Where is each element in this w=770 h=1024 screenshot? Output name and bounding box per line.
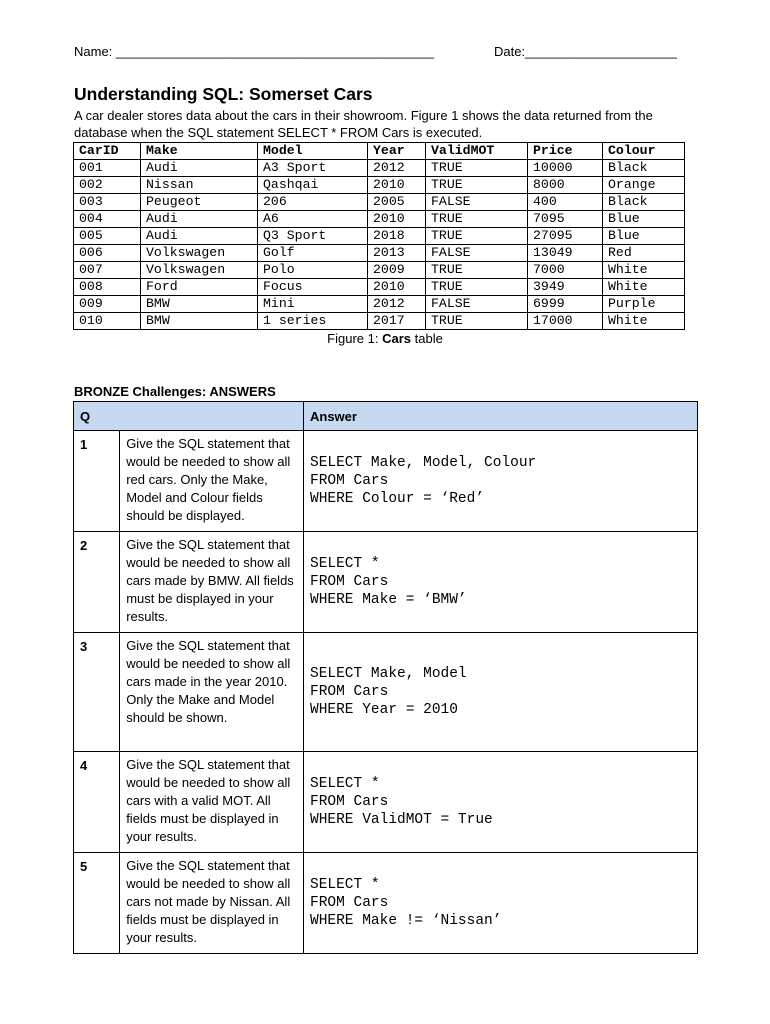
table-cell: 8000 [528, 177, 603, 194]
qa-row [74, 853, 698, 954]
col-header-price: Price [528, 143, 603, 160]
table-row [74, 228, 685, 245]
table-row [74, 313, 685, 330]
page-title: Understanding SQL: Somerset Cars [74, 84, 373, 104]
sql-answer: SELECT Make, Model FROM Cars WHERE Year = 2010 [304, 633, 698, 752]
col-header-make: Make [141, 143, 258, 160]
table-cell: FALSE [426, 245, 528, 262]
table-cell: Golf [258, 245, 368, 262]
table-cell: 7000 [528, 262, 603, 279]
table-cell: 27095 [528, 228, 603, 245]
table-cell: 2012 [368, 296, 426, 313]
table-cell: Black [603, 160, 685, 177]
table-cell: Audi [141, 211, 258, 228]
question-text: Give the SQL statement that would be needed to show all cars with a valid MOT. All fields must be displayed in your results. [120, 752, 304, 853]
table-cell: Mini [258, 296, 368, 313]
table-cell: TRUE [426, 313, 528, 330]
qa-table [73, 401, 698, 954]
table-cell: White [603, 279, 685, 296]
table-cell: Blue [603, 228, 685, 245]
table-cell: 2010 [368, 177, 426, 194]
table-cell: 010 [74, 313, 141, 330]
table-cell: 2018 [368, 228, 426, 245]
table-cell: Red [603, 245, 685, 262]
table-cell: Volkswagen [141, 262, 258, 279]
question-text: Give the SQL statement that would be needed to show all cars made by BMW. All fields must be displayed in your results. [120, 532, 304, 633]
table-cell: 004 [74, 211, 141, 228]
question-text: Give the SQL statement that would be needed to show all cars not made by Nissan. All fields must be displayed in your results. [120, 853, 304, 954]
table-row [74, 194, 685, 211]
table-row [74, 211, 685, 228]
question-text: Give the SQL statement that would be needed to show all red cars. Only the Make, Model and Colour fields should be displayed. [120, 431, 304, 532]
table-cell: TRUE [426, 262, 528, 279]
sql-answer: SELECT * FROM Cars WHERE Make != ‘Nissan’ [304, 853, 698, 954]
table-cell: Purple [603, 296, 685, 313]
table-cell: TRUE [426, 160, 528, 177]
table-cell: 2010 [368, 279, 426, 296]
date-field-label: Date:_____________________ [494, 44, 677, 59]
table-cell: A3 Sport [258, 160, 368, 177]
table-cell: Nissan [141, 177, 258, 194]
table-cell: 003 [74, 194, 141, 211]
table-cell: Q3 Sport [258, 228, 368, 245]
question-number: 1 [74, 431, 120, 532]
table-cell: White [603, 262, 685, 279]
table-row [74, 296, 685, 313]
question-number: 5 [74, 853, 120, 954]
table-cell: Focus [258, 279, 368, 296]
qa-row [74, 532, 698, 633]
table-cell: 001 [74, 160, 141, 177]
table-cell: Audi [141, 160, 258, 177]
qa-header-q: Q [74, 402, 304, 431]
table-cell: 002 [74, 177, 141, 194]
table-cell: Volkswagen [141, 245, 258, 262]
table-cell: 3949 [528, 279, 603, 296]
table-row [74, 279, 685, 296]
table-cell: 2010 [368, 211, 426, 228]
bronze-heading: BRONZE Challenges: ANSWERS [74, 384, 276, 399]
table-cell: 2009 [368, 262, 426, 279]
table-cell: A6 [258, 211, 368, 228]
table-cell: TRUE [426, 177, 528, 194]
table-cell: Polo [258, 262, 368, 279]
table-cell: Peugeot [141, 194, 258, 211]
table-cell: TRUE [426, 228, 528, 245]
question-number: 2 [74, 532, 120, 633]
table-cell: BMW [141, 313, 258, 330]
name-field-label: Name: ____________________________________________ [74, 44, 435, 59]
col-header-validmot: ValidMOT [426, 143, 528, 160]
table-cell: 13049 [528, 245, 603, 262]
question-number: 3 [74, 633, 120, 752]
table-cell: Blue [603, 211, 685, 228]
table-cell: Black [603, 194, 685, 211]
table-cell: 400 [528, 194, 603, 211]
table-cell: FALSE [426, 296, 528, 313]
figure-caption-suffix: table [411, 331, 443, 346]
table-cell: 008 [74, 279, 141, 296]
table-cell: 007 [74, 262, 141, 279]
table-cell: 009 [74, 296, 141, 313]
table-cell: FALSE [426, 194, 528, 211]
table-cell: 005 [74, 228, 141, 245]
table-cell: Ford [141, 279, 258, 296]
table-cell: 206 [258, 194, 368, 211]
table-cell: 6999 [528, 296, 603, 313]
table-cell: 1 series [258, 313, 368, 330]
col-header-year: Year [368, 143, 426, 160]
table-cell: Orange [603, 177, 685, 194]
col-header-colour: Colour [603, 143, 685, 160]
sql-answer: SELECT * FROM Cars WHERE ValidMOT = True [304, 752, 698, 853]
cars-table [73, 142, 685, 330]
cars-table-header-row [74, 143, 685, 160]
qa-header-row [74, 402, 698, 431]
question-text: Give the SQL statement that would be needed to show all cars made in the year 2010. Only the Make and Model should be shown. [120, 633, 304, 752]
figure-caption-prefix: Figure 1: [327, 331, 383, 346]
qa-header-answer: Answer [304, 402, 698, 431]
table-cell: 2012 [368, 160, 426, 177]
table-cell: Audi [141, 228, 258, 245]
qa-row [74, 431, 698, 532]
figure-caption [0, 331, 770, 346]
table-row [74, 262, 685, 279]
col-header-carid: CarID [74, 143, 141, 160]
sql-answer: SELECT Make, Model, Colour FROM Cars WHERE Colour = ‘Red’ [304, 431, 698, 532]
figure-caption-bold: Cars [382, 331, 412, 346]
table-cell: 17000 [528, 313, 603, 330]
table-cell: TRUE [426, 211, 528, 228]
qa-row [74, 752, 698, 853]
table-cell: Qashqai [258, 177, 368, 194]
table-cell: 7095 [528, 211, 603, 228]
table-cell: 2005 [368, 194, 426, 211]
intro-paragraph: A car dealer stores data about the cars in their showroom. Figure 1 shows the data returned from the database when the SQL statement SELECT * FROM Cars is executed. [74, 108, 653, 140]
table-row [74, 160, 685, 177]
table-cell: White [603, 313, 685, 330]
table-row [74, 177, 685, 194]
qa-row [74, 633, 698, 752]
table-row [74, 245, 685, 262]
question-number: 4 [74, 752, 120, 853]
table-cell: 2017 [368, 313, 426, 330]
table-cell: TRUE [426, 279, 528, 296]
col-header-model: Model [258, 143, 368, 160]
table-cell: 2013 [368, 245, 426, 262]
table-cell: 10000 [528, 160, 603, 177]
table-cell: BMW [141, 296, 258, 313]
sql-answer: SELECT * FROM Cars WHERE Make = ‘BMW’ [304, 532, 698, 633]
table-cell: 006 [74, 245, 141, 262]
